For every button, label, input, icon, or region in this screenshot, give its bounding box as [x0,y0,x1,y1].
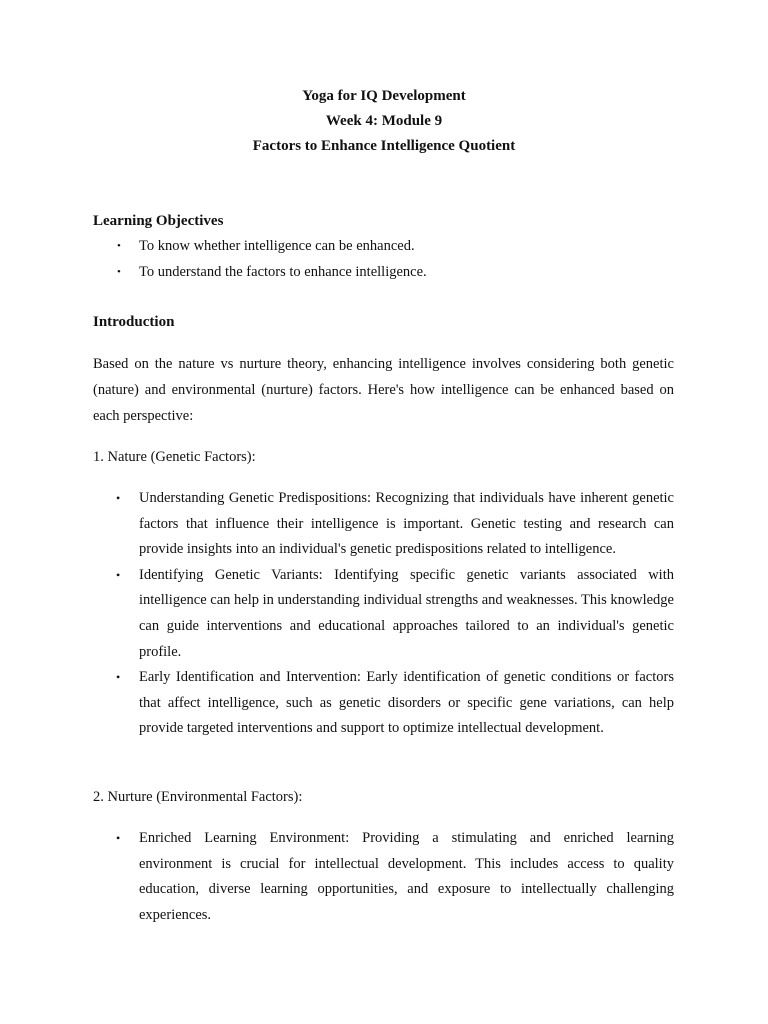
list-item-text: To know whether intelligence can be enhanced. [139,238,415,254]
nature-heading: 1. Nature (Genetic Factors): [93,449,256,465]
introduction-paragraph: Based on the nature vs nurture theory, enhancing intelligence involves considering both genetic (nature) and environmental (nurture) factors. Here's how intelligence can be enhanced based on each perspective: [93,356,674,424]
bullet-icon: • [117,240,121,252]
list-item [93,486,674,563]
bullet-icon: • [116,670,121,685]
bullet-icon: • [117,266,121,278]
list-item-text: Understanding Genetic Predispositions: Recognizing that individuals have inherent genetic factors that influence their intelligence is important. Genetic testing and research can provide insights into an individual's genetic predispositions related to intelligence. [139,490,674,558]
list-item-text: Early Identification and Intervention: Early identification of genetic conditions or factors that affect intelligence, such as genetic disorders or specific gene variations, can help provide targeted interventions and support to optimize intellectual development. [139,669,674,737]
list-item-text: To understand the factors to enhance intelligence. [139,264,427,280]
learning-objectives-list [93,233,683,285]
list-item [93,826,674,928]
list-item [93,563,674,665]
bullet-icon: • [116,831,121,845]
learning-objectives-heading: Learning Objectives [93,213,224,229]
document-title-block [0,84,768,159]
list-item [93,665,674,742]
module-title: Factors to Enhance Intelligence Quotient [252,138,516,154]
introduction-heading: Introduction [93,314,175,330]
nurture-factors-list [93,826,674,928]
list-item-text: Enriched Learning Environment: Providing a stimulating and enriched learning environment is crucial for intellectual development. This includes access to quality education, diverse learning opportunities, and exposure to intellectually challenging experiences. [139,830,674,923]
list-item [93,233,683,259]
bullet-icon: • [116,491,121,505]
list-item [93,259,683,285]
bullet-icon: • [116,567,121,582]
nurture-heading: 2. Nurture (Environmental Factors): [93,789,303,805]
week-module-title: Week 4: Module 9 [325,113,443,129]
list-item-text: Identifying Genetic Variants: Identifying specific genetic variants associated with intelligence can help in understanding individual strengths and weaknesses. This knowledge can guide interventions and educational approaches tailored to an individual's genetic profile. [139,566,674,660]
course-title: Yoga for IQ Development [302,88,466,104]
nature-factors-list [93,486,674,742]
